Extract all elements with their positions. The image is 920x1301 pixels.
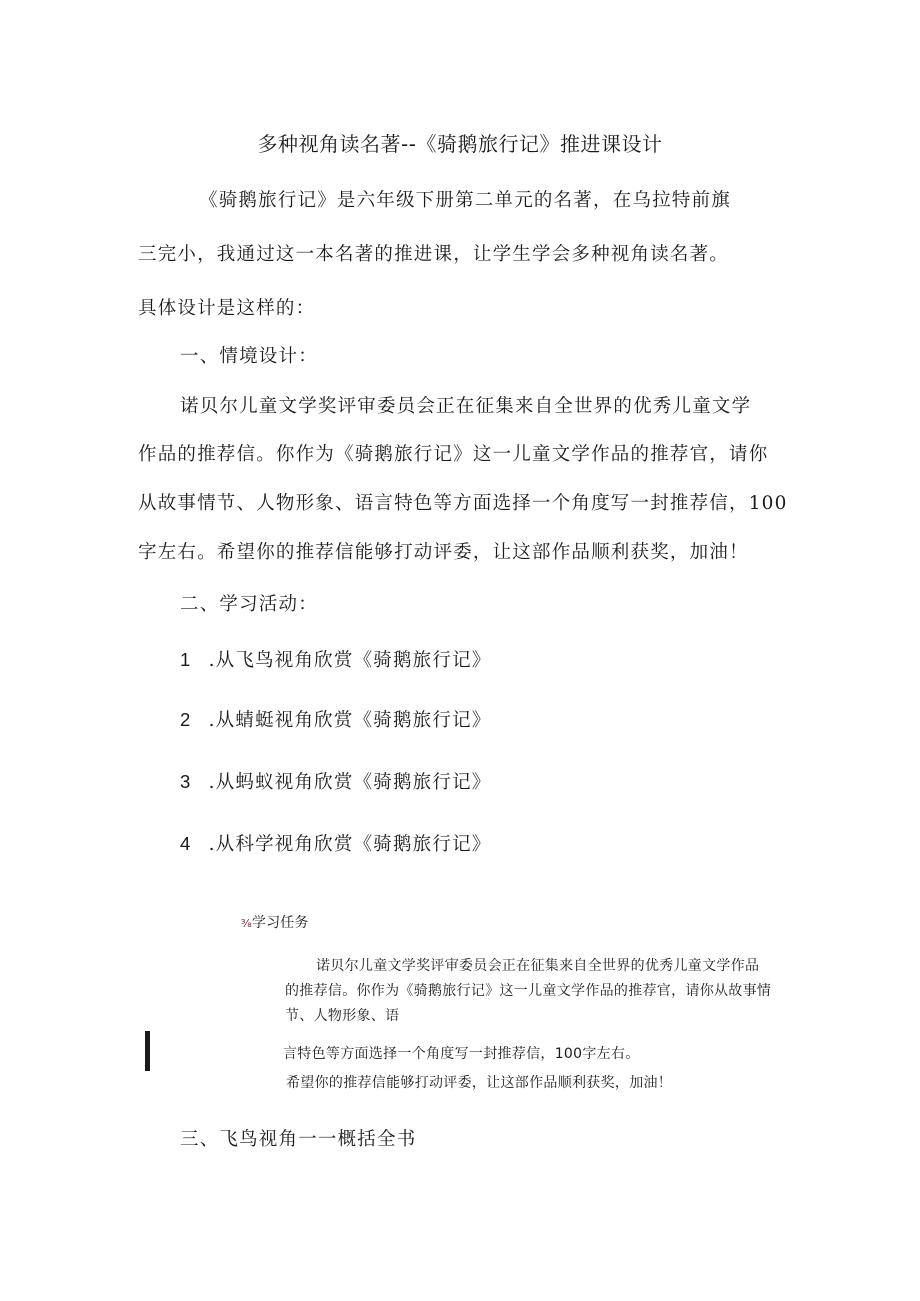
activity-item-2 — [180, 706, 491, 732]
task-panel-title-text: 学习任务 — [251, 915, 309, 931]
section1-line-3: 从故事情节、人物形象、语言特色等方面选择一个角度写一封推荐信，100 — [138, 493, 788, 514]
activity-number: 3 — [180, 771, 192, 792]
activity-number: 4 — [180, 833, 192, 854]
document-title: 多种视角读名著--《骑鹅旅行记》推进课设计 — [257, 132, 663, 156]
section2-heading: 二、学习活动： — [180, 594, 318, 615]
section1-line-4: 字左右。希望你的推荐信能够打动评委，让这部作品顺利获奖，加油！ — [138, 542, 749, 563]
activity-number: 2 — [180, 709, 192, 730]
vertical-bar-mark — [145, 1031, 150, 1071]
task-icon: ⅜ — [241, 917, 252, 930]
intro-line-1: 《骑鹅旅行记》是六年级下册第二单元的名著，在乌拉特前旗 — [199, 190, 731, 211]
task-panel-title — [241, 912, 309, 932]
activity-item-4 — [180, 830, 491, 856]
section1-line-2: 作品的推荐信。你作为《骑鹅旅行记》这一儿童文学作品的推荐官，请你 — [138, 444, 769, 465]
intro-line-2: 三完小，我通过这一本名著的推进课，让学生学会多种视角读名著。 — [138, 244, 730, 265]
activity-item-3 — [180, 768, 491, 794]
activity-text: .从科学视角欣赏《骑鹅旅行记》 — [208, 834, 492, 855]
activity-text: .从飞鸟视角欣赏《骑鹅旅行记》 — [208, 650, 492, 671]
task-line-2: 的推荐信。你作为《骑鹅旅行记》这一儿童文学作品的推荐官，请你从故事情 — [285, 983, 772, 999]
task-line-5: 希望你的推荐信能够打动评委，让这部作品顺利获奖，加油！ — [286, 1075, 673, 1091]
intro-line-3: 具体设计是这样的： — [138, 298, 316, 319]
section3-heading: 三、飞鸟视角一一概括全书 — [180, 1129, 417, 1150]
section1-line-1: 诺贝尔儿童文学奖评审委员会正在征集来自全世界的优秀儿童文学 — [180, 396, 752, 417]
task-line-4: 言特色等方面选择一个角度写一封推荐信，100字左右。 — [283, 1046, 640, 1062]
activity-text: .从蜻蜓视角欣赏《骑鹅旅行记》 — [208, 710, 492, 731]
task-line-3: 节、人物形象、语 — [285, 1008, 400, 1024]
section1-heading: 一、情境设计： — [180, 346, 318, 367]
activity-text: .从蚂蚁视角欣赏《骑鹅旅行记》 — [208, 772, 492, 793]
task-line-1: 诺贝尔儿童文学奖评审委员会正在征集来自全世界的优秀儿童文学作品 — [316, 958, 760, 974]
activity-item-1 — [180, 646, 491, 672]
activity-number: 1 — [180, 649, 192, 670]
